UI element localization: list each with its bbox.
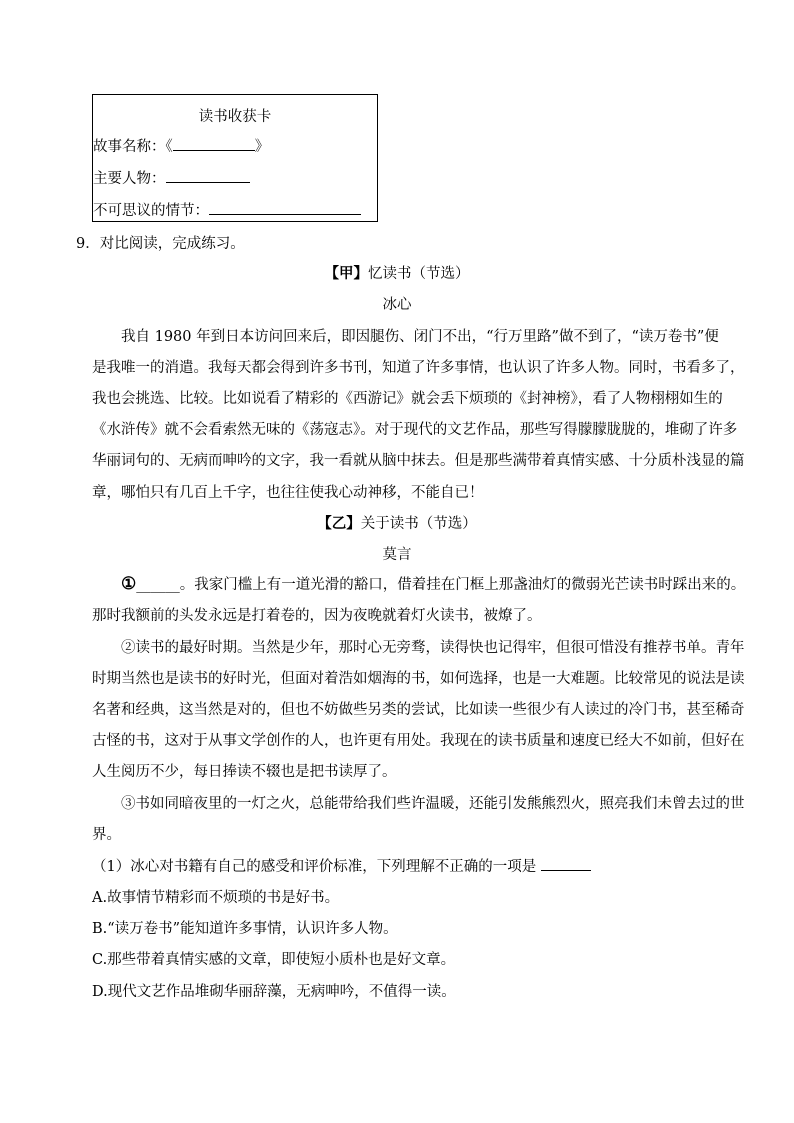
- fill-blank[interactable]: ______: [136, 577, 180, 593]
- passage-b-title: [0, 512, 794, 533]
- characters-blank[interactable]: [166, 168, 250, 183]
- passage-b-author: 莫言: [382, 547, 412, 563]
- passage-b-p2-line: 名著和经典，这当然是对的，但也不妨做些另类的尝试，比如读一些很少有人读过的冷门书，甚至稀奇: [92, 702, 745, 718]
- passage-a-line: 是我唯一的消遣。我每天都会得到许多书刊，知道了许多事情，也认识了许多人物。同时，书看多了，: [92, 360, 745, 376]
- passage-a-line: 我也会挑选、比较。比如说看了精彩的《西游记》就会丢下烦琐的《封神榜》，看了人物栩栩如生的: [92, 391, 723, 407]
- story-name-label: 故事名称：: [93, 139, 166, 155]
- card-title: 读书收获卡: [198, 109, 272, 125]
- passage-a-line: 我自 1980 年到日本访问回来后，即因腿伤、闭门不出，“行万里路”做不到了，“读万卷书”便: [121, 329, 719, 345]
- passage-b-p3-line: ③书如同暗夜里的一灯之火，总能带给我们些许温暖，还能引发熊熊烈火，照亮我们未曾去过的世: [121, 796, 745, 812]
- sub-question-stem: [92, 855, 591, 876]
- story-name-open: 《: [165, 139, 173, 155]
- sub-question-text: （1）冰心对书籍有自己的感受和评价标准，下列理解不正确的一项是: [92, 859, 541, 875]
- question-number: 9．对比阅读，完成练习。: [76, 236, 245, 252]
- passage-b-p2-line: 时期当然也是读书的好时光，但面对着浩如烟海的书，如何选择，也是一大难题。比较常见的说法是读: [92, 671, 745, 687]
- story-name-close: 》: [254, 139, 270, 155]
- reading-harvest-card: [92, 94, 378, 222]
- passage-a-line: 《水浒传》就不会看索然无味的《荡寇志》。对于现代的文艺作品，那些写得朦朦胧胧的，堆砌了许多: [92, 422, 738, 438]
- passage-a-title-text: 忆读书（节选）: [368, 266, 470, 282]
- passage-a-line: 章，哪怕只有几百上千字，也往往使我心动神移，不能自已！: [92, 485, 484, 501]
- passage-b-p1-line2: 那时我额前的头发永远是打着卷的，因为夜晚就着灯火读书，被燎了。: [92, 608, 542, 624]
- passage-b-p1-line1: [121, 573, 751, 594]
- passage-b-p2-line: ②读书的最好时期。当然是少年，那时心无旁骛，读得快也记得牢，但很可惜没有推荐书单。青年: [121, 640, 745, 656]
- answer-blank[interactable]: [541, 856, 591, 871]
- story-name-row: [93, 135, 269, 156]
- plot-row: [93, 199, 361, 220]
- option-a[interactable]: A.故事情节精彩而不烦琐的书是好书。: [92, 890, 340, 906]
- passage-a-title: [0, 262, 794, 283]
- option-c[interactable]: C.那些带着真情实感的文章，即使短小质朴也是好文章。: [92, 952, 456, 968]
- option-d[interactable]: D.现代文艺作品堆砌华丽辞藻，无病呻吟，不值得一读。: [92, 984, 456, 1000]
- characters-row: [93, 167, 250, 188]
- passage-b-tag: 【乙】: [317, 515, 361, 532]
- passage-b-p1-text: 。我家门槛上有一道光滑的豁口，借着挂在门框上那盏油灯的微弱光芒读书时踩出来的。: [179, 577, 746, 593]
- passage-b-p2-line: 人生阅历不少，每日捧读不辍也是把书读厚了。: [92, 764, 397, 780]
- plot-label: 不可思议的情节：: [93, 203, 209, 219]
- option-b[interactable]: B.“读万卷书”能知道许多事情，认识许多人物。: [92, 921, 398, 937]
- characters-label: 主要人物：: [93, 171, 166, 187]
- passage-b-p2-line: 古怪的书，这对于从事文学创作的人，也许更有用处。我现在的读书质量和速度已经大不如前，但好在: [92, 733, 745, 749]
- passage-b-title-text: 关于读书（节选）: [360, 516, 477, 532]
- passage-a-tag: 【甲】: [324, 265, 368, 282]
- paragraph-marker: ①: [121, 574, 137, 594]
- plot-blank[interactable]: [209, 200, 361, 215]
- story-name-blank[interactable]: [173, 136, 255, 151]
- passage-b-p3-line: 界。: [92, 827, 121, 843]
- passage-a-author: 冰心: [382, 297, 412, 313]
- passage-a-line: 华丽词句的、无病而呻吟的文字，我一看就从脑中抹去。但是那些满带着真情实感、十分质朴浅显的篇: [92, 453, 745, 469]
